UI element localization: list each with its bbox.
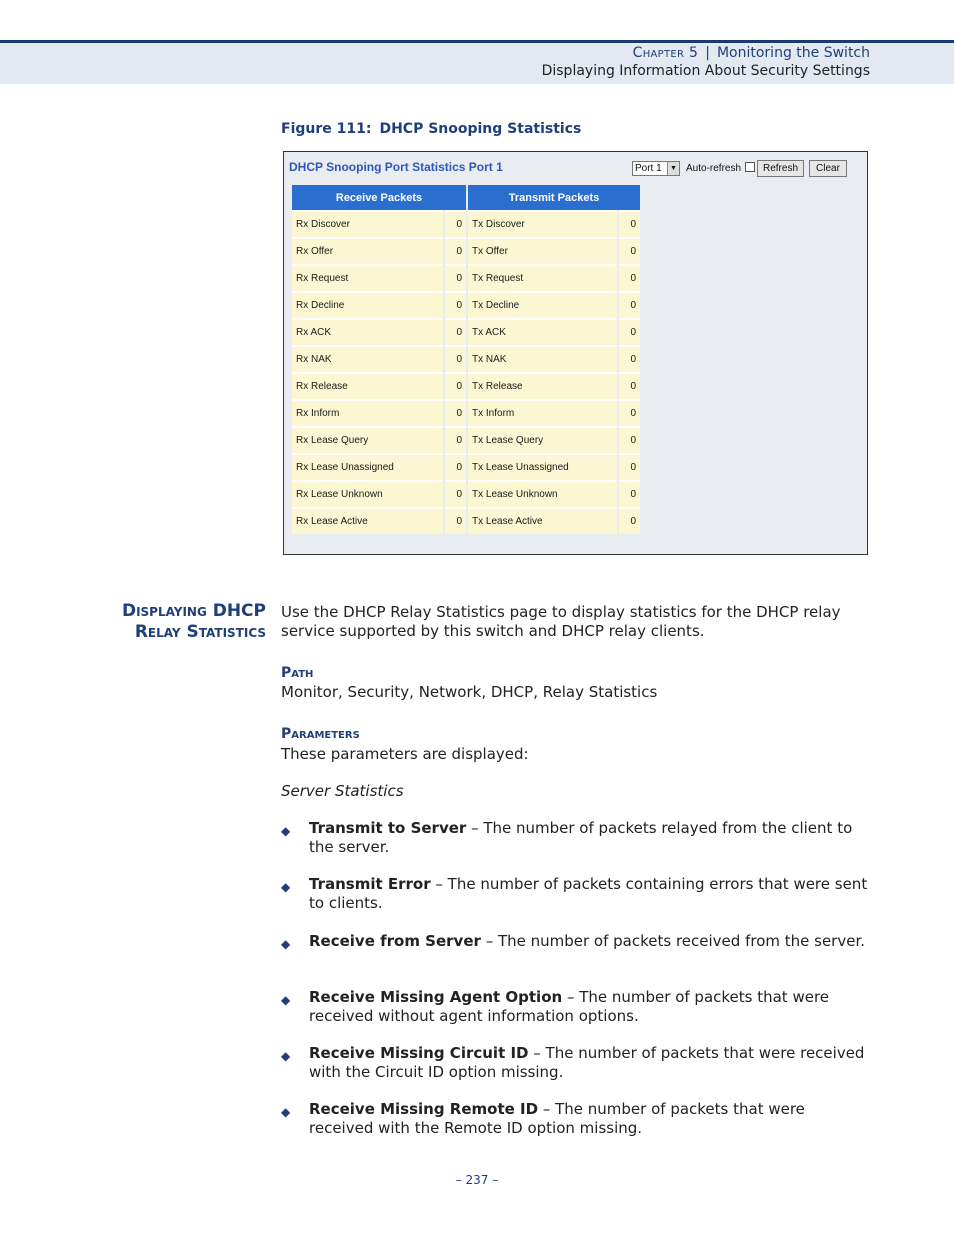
bullet-term: Transmit to Server <box>309 819 467 837</box>
diamond-bullet-icon: ◆ <box>281 824 291 838</box>
tx-value: 0 <box>619 399 640 426</box>
auto-refresh-checkbox[interactable] <box>745 162 755 172</box>
tx-label: Tx Discover <box>468 210 617 237</box>
bullet-description: – The number of packets relayed from the client to the server. <box>309 819 853 856</box>
intro-paragraph: Use the DHCP Relay Statistics page to display statistics for the DHCP relay service supported by this switch and DHCP relay clients. <box>281 603 841 640</box>
port-select[interactable] <box>632 161 680 176</box>
diamond-bullet-icon: ◆ <box>281 880 291 894</box>
auto-refresh-label: Auto-refresh <box>686 163 742 174</box>
diamond-bullet-icon: ◆ <box>281 937 291 951</box>
rx-value: 0 <box>445 426 466 453</box>
diamond-bullet-icon: ◆ <box>281 993 291 1007</box>
section-heading-line2: Relay Statistics <box>134 622 266 642</box>
page-number: – 237 – <box>455 1173 499 1187</box>
figure-caption <box>281 121 581 137</box>
rx-value: 0 <box>445 318 466 345</box>
bullet-text <box>309 875 869 913</box>
rx-label: Rx Lease Unknown <box>292 480 443 507</box>
table-row <box>292 318 640 345</box>
bullet-description: – The number of packets containing errors that were sent to clients. <box>309 875 868 912</box>
section-heading <box>100 601 266 643</box>
bullet-text <box>309 988 869 1026</box>
bullet-text <box>309 1100 869 1138</box>
tx-label: Tx Inform <box>468 399 617 426</box>
figure-title: DHCP Snooping Statistics <box>379 121 582 137</box>
tx-label: Tx Lease Unassigned <box>468 453 617 480</box>
rx-label: Rx Lease Active <box>292 507 443 534</box>
parameters-heading: Parameters <box>281 726 360 742</box>
clear-button[interactable]: Clear <box>809 160 847 177</box>
rx-value: 0 <box>445 210 466 237</box>
tx-value: 0 <box>619 237 640 264</box>
bullet-term: Receive from Server <box>309 932 481 950</box>
table-row <box>292 480 640 507</box>
tx-label: Tx Lease Unknown <box>468 480 617 507</box>
bullet-text <box>309 932 869 951</box>
rx-label: Rx Request <box>292 264 443 291</box>
tx-label: Tx Request <box>468 264 617 291</box>
tx-label: Tx Decline <box>468 291 617 318</box>
table-row <box>292 507 640 534</box>
diamond-bullet-icon: ◆ <box>281 1105 291 1119</box>
tx-value: 0 <box>619 507 640 534</box>
rx-value: 0 <box>445 291 466 318</box>
rx-label: Rx ACK <box>292 318 443 345</box>
tx-value: 0 <box>619 210 640 237</box>
screenshot-title: DHCP Snooping Port Statistics Port 1 <box>289 160 503 174</box>
dhcp-snooping-screenshot <box>283 151 868 555</box>
tx-value: 0 <box>619 372 640 399</box>
tx-label: Tx Release <box>468 372 617 399</box>
tx-value: 0 <box>619 426 640 453</box>
tx-value: 0 <box>619 453 640 480</box>
table-row <box>292 453 640 480</box>
tx-value: 0 <box>619 264 640 291</box>
bullet-description: – The number of packets received from the server. <box>480 932 866 950</box>
rx-value: 0 <box>445 237 466 264</box>
path-heading: Path <box>281 665 314 681</box>
bullet-term: Receive Missing Agent Option <box>309 988 563 1006</box>
path-text: Monitor, Security, Network, DHCP, Relay Statistics <box>281 683 658 701</box>
chapter-title: Monitoring the Switch <box>716 45 870 61</box>
table-row <box>292 264 640 291</box>
rx-label: Rx Lease Query <box>292 426 443 453</box>
running-header-section: Displaying Information About Security Settings <box>541 63 870 79</box>
transmit-packets-header: Transmit Packets <box>468 185 640 210</box>
rx-label: Rx Decline <box>292 291 443 318</box>
table-row <box>292 210 640 237</box>
section-heading-line1: Displaying DHCP <box>121 601 266 621</box>
bullet-description: – The number of packets that were received with the Remote ID option missing. <box>309 1100 805 1137</box>
bullet-term: Receive Missing Circuit ID <box>309 1044 529 1062</box>
bullet-term: Receive Missing Remote ID <box>309 1100 539 1118</box>
chevron-down-icon[interactable]: ▼ <box>667 162 679 175</box>
tx-value: 0 <box>619 318 640 345</box>
snooping-stats-table <box>290 185 642 534</box>
bullet-description: – The number of packets that were received without agent information options. <box>309 988 830 1025</box>
rx-label: Rx Inform <box>292 399 443 426</box>
table-row <box>292 372 640 399</box>
tx-label: Tx Lease Active <box>468 507 617 534</box>
rx-value: 0 <box>445 345 466 372</box>
table-row <box>292 237 640 264</box>
rx-value: 0 <box>445 399 466 426</box>
rx-label: Rx Offer <box>292 237 443 264</box>
tx-value: 0 <box>619 345 640 372</box>
bullet-description: – The number of packets that were received with the Circuit ID option missing. <box>309 1044 865 1081</box>
tx-value: 0 <box>619 480 640 507</box>
chapter-label: Chapter 5 <box>632 45 699 61</box>
figure-label: Figure 111: <box>281 121 372 137</box>
subsection-title: Server Statistics <box>281 782 404 800</box>
parameters-text: These parameters are displayed: <box>281 745 529 763</box>
tx-label: Tx Lease Query <box>468 426 617 453</box>
rx-value: 0 <box>445 480 466 507</box>
rx-label: Rx NAK <box>292 345 443 372</box>
port-select-value: Port 1 <box>635 163 662 174</box>
running-header-chapter <box>633 45 870 61</box>
bullet-text <box>309 819 869 857</box>
receive-packets-header: Receive Packets <box>292 185 466 210</box>
rx-label: Rx Lease Unassigned <box>292 453 443 480</box>
refresh-button[interactable]: Refresh <box>757 160 804 177</box>
table-row <box>292 399 640 426</box>
table-row <box>292 345 640 372</box>
tx-label: Tx Offer <box>468 237 617 264</box>
bullet-term: Transmit Error <box>309 875 431 893</box>
header-separator: | <box>705 45 710 61</box>
table-row <box>292 291 640 318</box>
bullet-text <box>309 1044 869 1082</box>
tx-label: Tx ACK <box>468 318 617 345</box>
rx-label: Rx Discover <box>292 210 443 237</box>
tx-value: 0 <box>619 291 640 318</box>
tx-label: Tx NAK <box>468 345 617 372</box>
rx-label: Rx Release <box>292 372 443 399</box>
rx-value: 0 <box>445 453 466 480</box>
table-row <box>292 426 640 453</box>
rx-value: 0 <box>445 372 466 399</box>
rx-value: 0 <box>445 507 466 534</box>
diamond-bullet-icon: ◆ <box>281 1049 291 1063</box>
rx-value: 0 <box>445 264 466 291</box>
